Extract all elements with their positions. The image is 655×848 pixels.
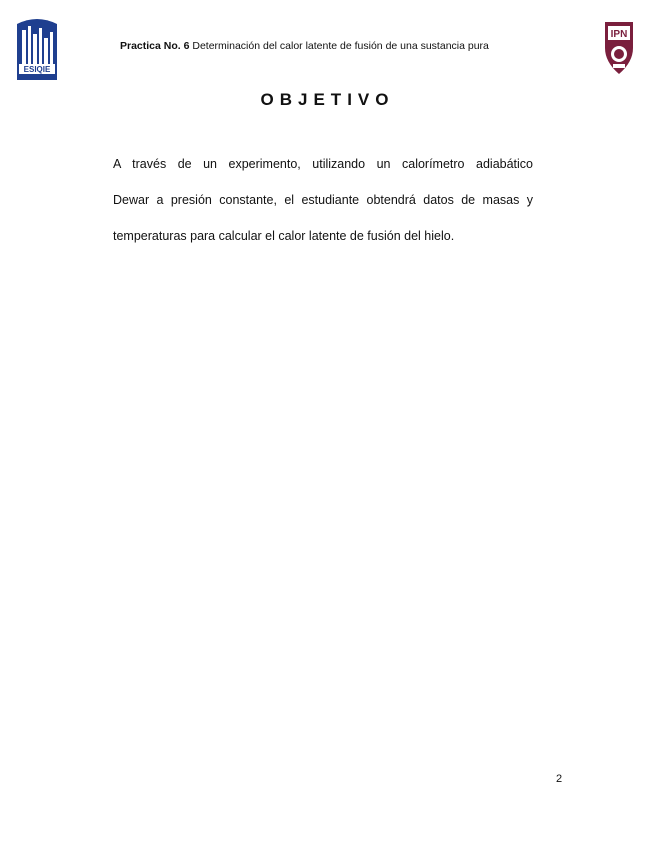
svg-text:ESIQIE: ESIQIE xyxy=(23,65,51,74)
paragraph-line-1: A través de un experimento, utilizando un calorímetro adiabático xyxy=(113,157,533,171)
esiqie-logo xyxy=(13,14,61,84)
header-title-subject: Determinación del calor latente de fusión de una sustancia pura xyxy=(189,40,489,52)
section-heading: OBJETIVO xyxy=(260,90,395,109)
header-title-practice: Practica No. 6 xyxy=(120,40,190,52)
objective-paragraph xyxy=(113,146,533,254)
page-number: 2 xyxy=(556,773,563,785)
paragraph-line-3: temperaturas para calcular el calor latente de fusión del hielo. xyxy=(113,229,455,243)
ipn-logo xyxy=(599,18,639,78)
svg-text:IPN: IPN xyxy=(610,29,628,40)
paragraph-line-2: Dewar a presión constante, el estudiante obtendrá datos de masas y xyxy=(113,193,533,207)
header-title xyxy=(120,40,540,52)
